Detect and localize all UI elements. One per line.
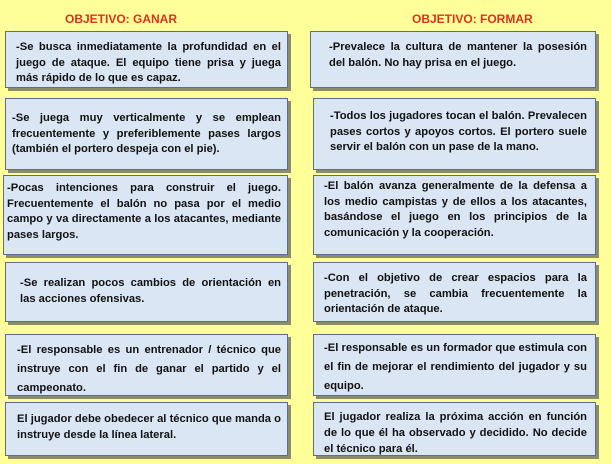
- formar-card-6: [313, 402, 596, 456]
- formar-text-2: -Todos los jugadores tocan el balón. Prevalecen pases cortos y apoyos cortos. El portero suele servir el balón con un pase de la mano.: [330, 110, 587, 153]
- ganar-text-2: -Se juega muy verticalmente y se emplean frecuentemente y preferiblemente pases largos (también el portero despeja con el pie).: [12, 112, 281, 155]
- ganar-card-6: [5, 402, 288, 456]
- formar-card-3: [313, 175, 596, 255]
- ganar-text-3: -Pocas intenciones para construir el juego. Frecuentemente el balón no pasa por el medio campo y va directamente a los atacantes, mediante pases largos.: [7, 182, 281, 241]
- formar-card-5: [313, 334, 596, 396]
- ganar-card-2: [5, 98, 288, 170]
- formar-text-4: -Con el objetivo de crear espacios para la penetración, se cambia frecuentemente la orientación de ataque.: [324, 272, 587, 315]
- ganar-text-5: -El responsable es un entrenador / técnico que instruye con el fin de ganar el partido y el campeonato.: [17, 344, 281, 394]
- ganar-card-1: [5, 31, 288, 88]
- formar-text-1: -Prevalece la cultura de mantener la posesión del balón. No hay prisa en el juego.: [329, 41, 587, 69]
- heading-objetivo-formar: OBJETIVO: FORMAR: [412, 12, 533, 26]
- formar-text-6: El jugador realiza la próxima acción en función de lo que él ha observado y decidido. No decide el técnico para él.: [324, 411, 587, 455]
- ganar-card-4: [5, 262, 288, 322]
- formar-text-5: -El responsable es un formador que estimula con el fin de mejorar el rendimiento del jugador y su equipo.: [324, 342, 587, 392]
- ganar-text-1: -Se busca inmediatamente la profundidad en el juego de ataque. El equipo tiene prisa y juega más rápido de lo que es capaz.: [16, 41, 281, 84]
- ganar-card-3: [3, 175, 288, 255]
- formar-card-4: [313, 262, 596, 322]
- ganar-card-5: [5, 334, 288, 396]
- ganar-text-6: El jugador debe obedecer al técnico que manda o instruye desde la línea lateral.: [17, 413, 281, 441]
- formar-card-2: [313, 98, 596, 170]
- ganar-text-4: -Se realizan pocos cambios de orientación en las acciones ofensivas.: [20, 277, 281, 305]
- heading-objetivo-ganar: OBJETIVO: GANAR: [65, 12, 178, 26]
- formar-text-3: -El balón avanza generalmente de la defensa a los medio campistas y de ellos a los atacantes, basándose el juego en los principios de la comunicación y la cooperación.: [324, 180, 587, 239]
- formar-card-1: [310, 31, 596, 88]
